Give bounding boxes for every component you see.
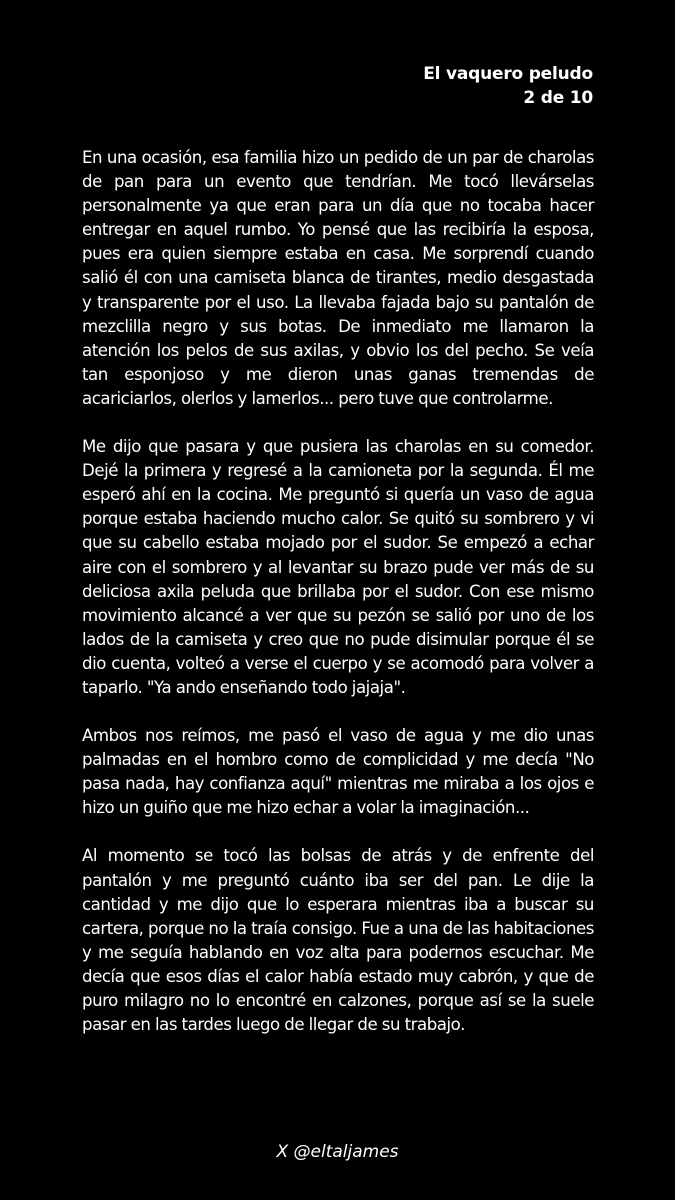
story-title: El vaquero peludo (423, 64, 593, 84)
story-paragraph: Ambos nos reímos, me pasó el vaso de agua y me dio unas palmadas en el hombro como de complicidad y me decía "No pasa nada, hay confianza aquí" mientras me miraba a los ojos e hizo un guiño que me hizo echar a volar la imaginación... (82, 726, 594, 818)
story-paragraph: Me dijo que pasara y que pusiera las charolas en su comedor. Dejé la primera y regresé a la camioneta por la segunda. Él me esperó ahí en la cocina. Me preguntó si quería un vaso de agua porque estaba haciendo mucho calor. Se quitó su sombrero y vi que su cabello estaba mojado por el sudor. Se empezó a echar aire con el sombrero y al levantar su brazo pude ver más de su deliciosa axila peluda que brillaba por el sudor. Con ese mismo movimiento alcancé a ver que su pezón se salió por uno de los lados de la camiseta y creo que no pude disimular porque él se dio cuenta, volteó a verse el cuerpo y se acomodó para volver a taparlo. "Ya ando enseñando todo jajaja". (82, 437, 594, 697)
part-indicator: 2 de 10 (523, 88, 593, 108)
story-paragraph: Al momento se tocó las bolsas de atrás y de enfrente del pantalón y me preguntó cuánto iba ser del pan. Le dije la cantidad y me dijo que lo esperara mientras iba a buscar su cartera, porque no la traía consigo. Fue a una de las habitaciones y me seguía hablando en voz alta para podernos escuchar. Me decía que esos días el calor había estado muy cabrón, y que de puro milagro no lo encontré en calzones, porque así se la suele pasar en las tardes luego de llegar de su trabajo. (82, 846, 594, 1035)
story-header (423, 62, 593, 110)
story-paragraph: En una ocasión, esa familia hizo un pedido de un par de charolas de pan para un evento que tendrían. Me tocó llevárselas personalmente ya que eran para un día que no tocaba hacer entregar en aquel rumbo. Yo pensé que las recibiría la esposa, pues era quien siempre estaba en casa. Me sorprendí cuando salió él con una camiseta blanca de tirantes, medio desgastada y transparente por el uso. La llevaba fajada bajo su pantalón de mezclilla negro y sus botas. De inmediato me llamaron la atención los pelos de sus axilas, y obvio los del pecho. Se veía tan esponjoso y me dieron unas ganas tremendas de acariciarlos, olerlos y lamerlos... pero tuve que controlarme. (82, 148, 594, 408)
story-body (82, 146, 594, 1061)
author-handle: X @eltaljames (276, 1142, 399, 1162)
